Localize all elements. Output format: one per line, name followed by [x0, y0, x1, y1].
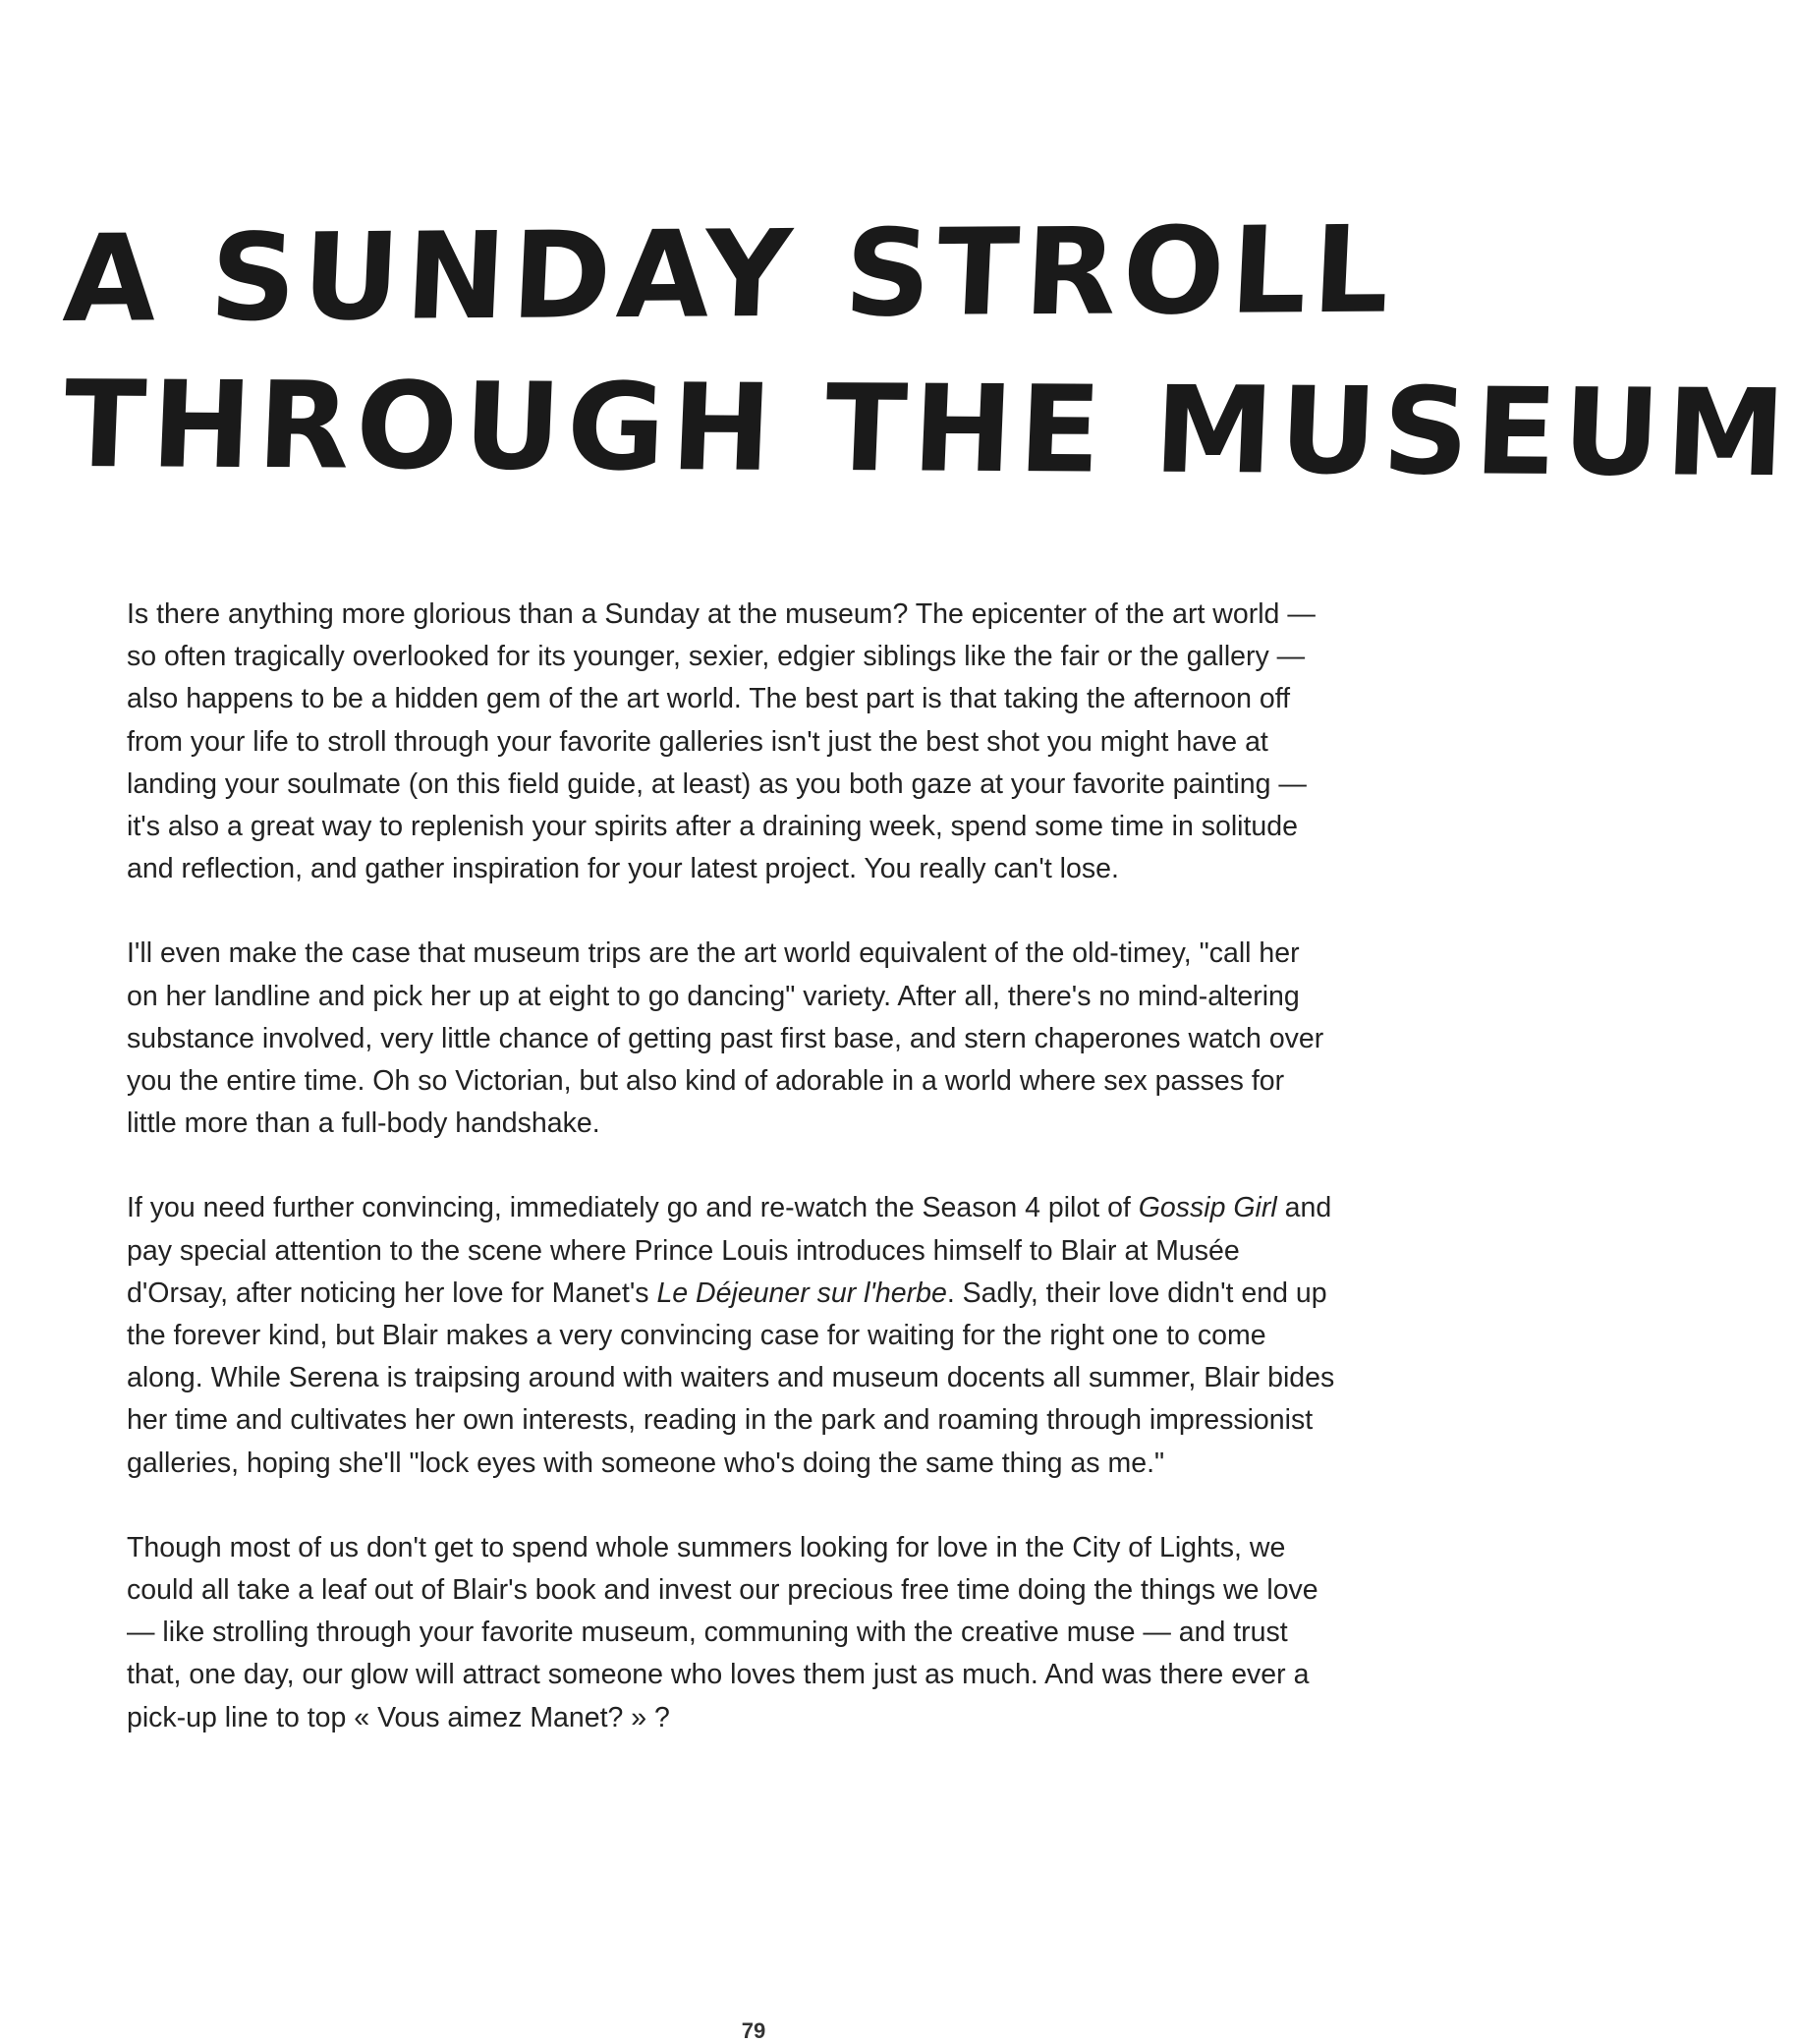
paragraph-3-text-3: . Sadly, their love didn't end up the forever kind, but Blair makes a very convincing case for waiting for the right one to come along. While Serena is traipsing around with waiters and museum docents all summer, Blair bides her time and cultivates her own interests, reading in the park and roaming through impressionist galleries, hoping she'll "lock eyes with someone who's doing the same thing as me." — [127, 1277, 1335, 1479]
article-body — [127, 594, 1335, 1782]
paragraph-3-text-2: and pay special attention to the scene where Prince Louis introduces himself to Blair at Musée d'Orsay, after noticing her love for Manet's — [127, 1192, 1332, 1309]
title-line-1: A SUNDAY STROLL — [60, 199, 1399, 350]
paragraph-3-text-1: If you need further convincing, immediately go and re-watch the Season 4 pilot of — [127, 1192, 1139, 1224]
paragraph-3-italic-2: Le Déjeuner sur l'herbe — [656, 1277, 947, 1309]
paragraph-3-italic-1: Gossip Girl — [1138, 1192, 1277, 1224]
page-number: 79 — [741, 2018, 766, 2043]
title-line-2: THROUGH THE MUSEUM — [61, 355, 1794, 504]
paragraph-3 — [127, 1187, 1335, 1484]
paragraph-1: Is there anything more glorious than a Sunday at the museum? The epicenter of the art world — so often tragically overlooked for its younger, sexier, edgier siblings like the fair or the gallery — also happens to be a hidden gem of the art world. The best part is that taking the afternoon off from your life to stroll through your favorite galleries isn't just the best shot you might have at landing your soulmate (on this field guide, at least) as you both gaze at your favorite painting — it's also a great way to replenish your spirits after a draining week, spend some time in solitude and reflection, and gather inspiration for your latest project. You really can't lose. — [127, 598, 1316, 885]
page-title — [60, 199, 1794, 504]
paragraph-4: Though most of us don't get to spend whole summers looking for love in the City of Lights, we could all take a leaf out of Blair's book and invest our precious free time doing the things we love — like strolling through your favorite museum, communing with the creative muse — and trust that, one day, our glow will attract someone who loves them just as much. And was there ever a pick-up line to top « Vous aimez Manet? » ? — [127, 1531, 1318, 1733]
paragraph-2: I'll even make the case that museum trips are the art world equivalent of the old-timey, "call her on her landline and pick her up at eight to go dancing" variety. After all, there's no mind-altering substance involved, very little chance of getting past first base, and stern chaperones watch over you the entire time. Oh so Victorian, but also kind of adorable in a world where sex passes for little more than a full-body handshake. — [127, 937, 1324, 1140]
